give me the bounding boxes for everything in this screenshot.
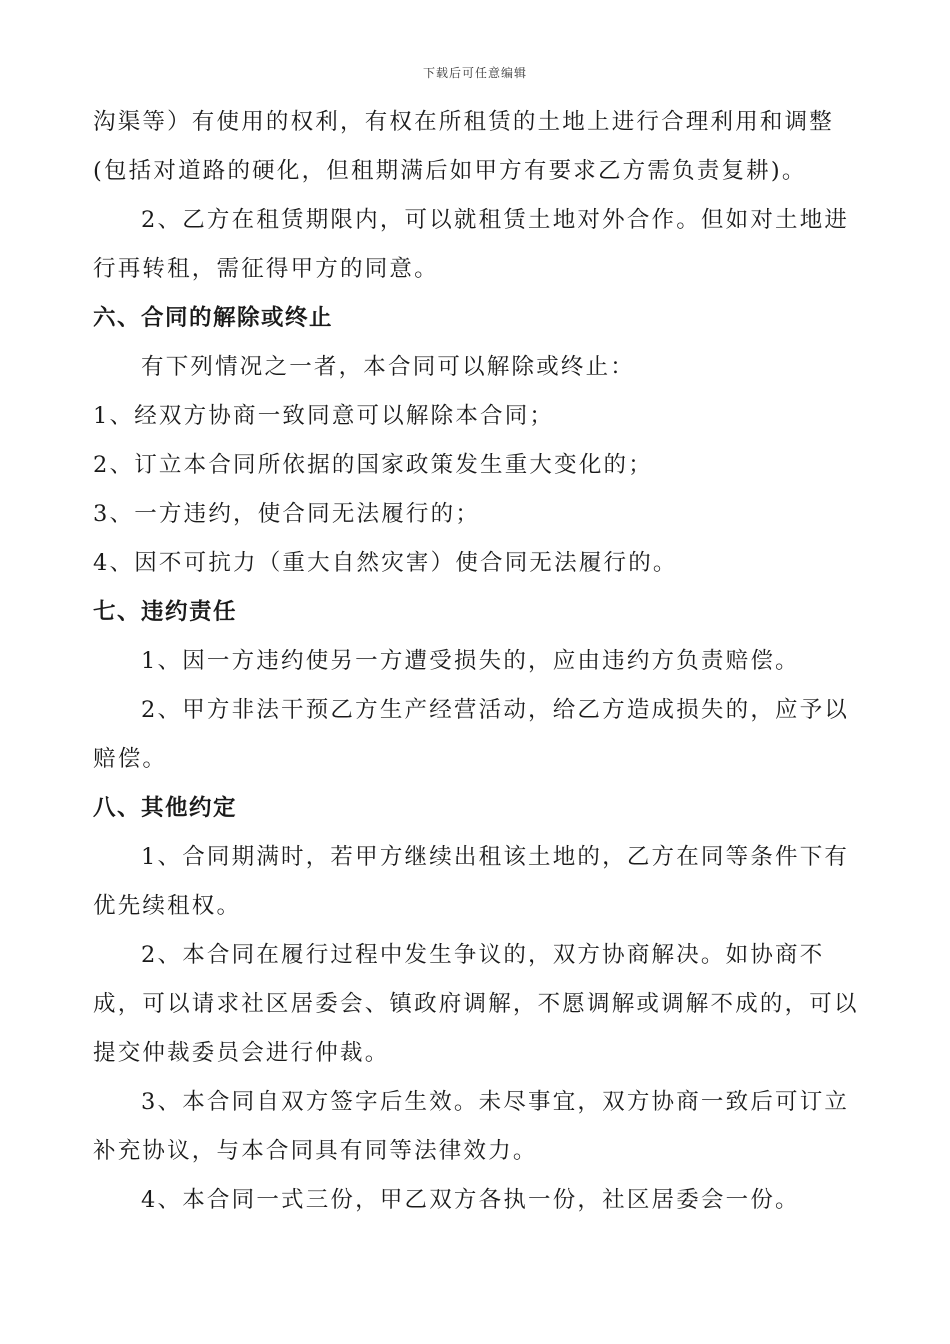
section-8-item-2: 2、本合同在履行过程中发生争议的，双方协商解决。如协商不成，可以请求社区居委会、镇政府调解，不愿调解或调解不成的，可以提交仲裁委员会进行仲裁。 [93, 942, 859, 1066]
paragraph-continuation: 沟渠等）有使用的权利，有权在所租赁的土地上进行合理利用和调整(包括对道路的硬化，但租期满后如甲方有要求乙方需负责复耕)。 [93, 109, 835, 184]
section-6-item-4: 4、因不可抗力（重大自然灾害）使合同无法履行的。 [93, 550, 678, 576]
section-6-item-2: 2、订立本合同所依据的国家政策发生重大变化的； [93, 452, 653, 478]
section-7-item-2: 2、甲方非法干预乙方生产经营活动，给乙方造成损失的，应予以赔偿。 [93, 697, 850, 772]
section-6-title: 六、合同的解除或终止 [93, 305, 334, 331]
section-8-item-4: 4、本合同一式三份，甲乙双方各执一份，社区居委会一份。 [141, 1187, 800, 1213]
section-8-title: 八、其他约定 [93, 795, 238, 821]
paragraph-sublease: 2、乙方在租赁期限内，可以就租赁土地对外合作。但如对土地进行再转租，需征得甲方的同意。 [93, 207, 850, 282]
section-7-item-1: 1、因一方违约使另一方遭受损失的，应由违约方负责赔偿。 [141, 648, 800, 674]
section-6-intro: 有下列情况之一者，本合同可以解除或终止： [141, 354, 636, 380]
document-body [93, 98, 863, 1225]
section-8-item-1: 1、合同期满时，若甲方继续出租该土地的，乙方在同等条件下有优先续租权。 [93, 844, 850, 919]
section-6-item-1: 1、经双方协商一致同意可以解除本合同； [93, 403, 555, 429]
page-header: 下载后可任意编辑 [422, 66, 527, 80]
section-7-title: 七、违约责任 [93, 599, 238, 625]
section-6-item-3: 3、一方违约，使合同无法履行的； [93, 501, 481, 527]
section-8-item-3: 3、本合同自双方签字后生效。未尽事宜，双方协商一致后可订立补充协议，与本合同具有同等法律效力。 [93, 1089, 850, 1164]
